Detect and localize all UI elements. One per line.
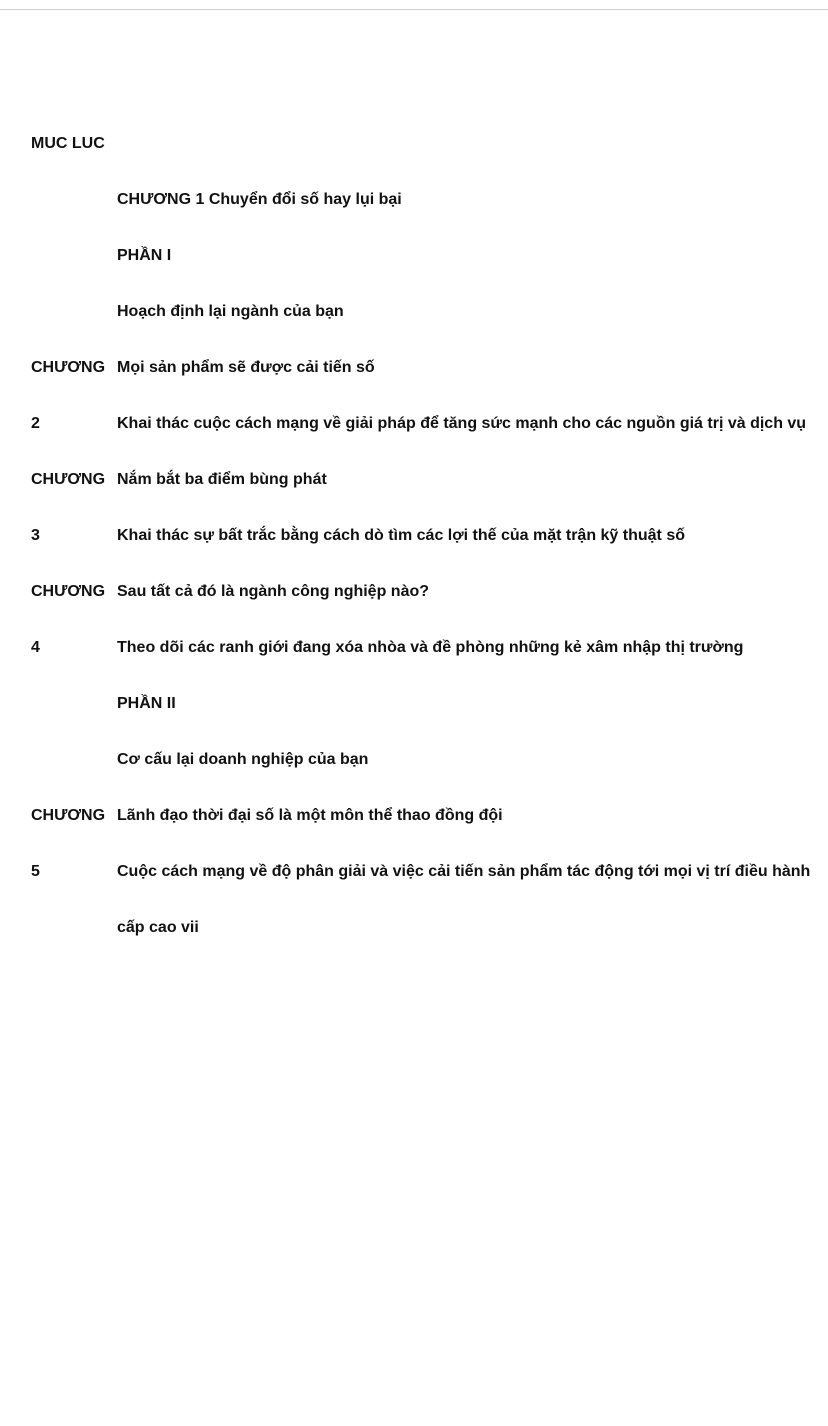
toc-row — [31, 302, 811, 358]
toc-row-text: Cuộc cách mạng về độ phân giải và việc cải tiến sản phẩm tác động tới mọi vị trí điều hành — [117, 863, 811, 880]
toc-row-text: Lãnh đạo thời đại số là một môn thể thao đồng đội — [117, 807, 503, 824]
toc-row — [31, 526, 811, 582]
toc-title: MUC LUC — [31, 135, 105, 152]
toc-row-text: Cơ cấu lại doanh nghiệp của bạn — [117, 751, 369, 768]
toc-row-text: Nắm bắt ba điểm bùng phát — [117, 471, 327, 488]
toc-row-text: cấp cao vii — [117, 919, 199, 936]
toc-row-text: Theo dõi các ranh giới đang xóa nhòa và đề phòng những kẻ xâm nhập thị trường — [117, 639, 744, 656]
toc-row-text: CHƯƠNG 1 Chuyển đổi số hay lụi bại — [117, 191, 402, 208]
toc-row — [31, 582, 811, 638]
toc-row — [31, 358, 811, 414]
toc-row-text: PHẦN II — [117, 695, 176, 712]
toc-row-text: Mọi sản phẩm sẽ được cải tiến số — [117, 359, 375, 376]
toc-row-text: Sau tất cả đó là ngành công nghiệp nào? — [117, 583, 430, 600]
toc-row-label: 3 — [31, 527, 40, 544]
toc-row-label: CHƯƠNG — [31, 807, 106, 824]
toc-row — [31, 806, 811, 862]
toc-row-label: 2 — [31, 415, 40, 432]
toc-row — [31, 862, 811, 918]
toc-row — [31, 246, 811, 302]
toc-row — [31, 918, 811, 974]
toc-row-label: CHƯƠNG — [31, 471, 106, 488]
toc-row-label: CHƯƠNG — [31, 359, 106, 376]
toc-row-label: 5 — [31, 863, 40, 880]
toc-row — [31, 190, 811, 246]
toc-row — [31, 470, 811, 526]
toc-row-text: Hoạch định lại ngành của bạn — [117, 303, 344, 320]
toc-row — [31, 638, 811, 694]
toc-row — [31, 694, 811, 750]
toc-row-label: 4 — [31, 639, 40, 656]
toc-row — [31, 750, 811, 806]
top-divider — [0, 9, 828, 10]
toc-row — [31, 414, 811, 470]
toc-list — [31, 190, 811, 974]
toc-row-label: CHƯƠNG — [31, 583, 106, 600]
toc-row-text: Khai thác sự bất trắc bằng cách dò tìm các lợi thế của mặt trận kỹ thuật số — [117, 527, 685, 544]
toc-row-text: Khai thác cuộc cách mạng về giải pháp để tăng sức mạnh cho các nguồn giá trị và dịch vụ — [117, 415, 807, 432]
toc-row-text: PHẦN I — [117, 247, 172, 264]
